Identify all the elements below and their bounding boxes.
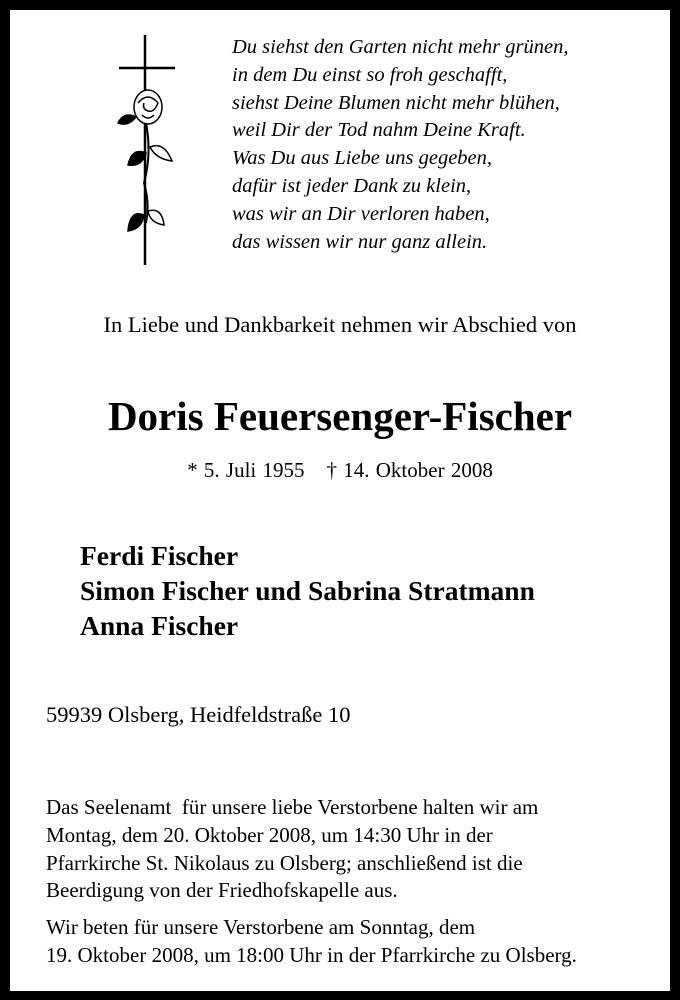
mourner: Ferdi Fischer [80, 540, 239, 571]
poem-line: weil Dir der Tod nahm Deine Kraft. [232, 119, 526, 142]
poem-line: siehst Deine Blumen nicht mehr blühen, [232, 91, 560, 114]
poem-line: in dem Du einst so froh geschafft, [232, 63, 508, 86]
poem-line: Du siehst den Garten nicht mehr grünen, [232, 36, 569, 58]
text-line: Montag, dem 20. Oktober 2008, um 14:30 Uhr in der [46, 822, 493, 847]
death-date: † 14. Oktober 2008 [326, 458, 493, 482]
text-line: Pfarrkirche St. Nikolaus zu Olsberg; anschließend ist die [46, 850, 523, 875]
birth-date: * 5. Juli 1955 [187, 458, 305, 482]
poem-line: dafür ist jeder Dank zu klein, [232, 174, 472, 197]
poem-line: Was Du aus Liebe uns gegeben, [232, 147, 493, 170]
life-dates [10, 458, 670, 483]
poem [232, 34, 569, 256]
mourner: Simon Fischer und Sabrina Stratmann [80, 575, 535, 606]
mourners-list [80, 538, 535, 643]
poem-line: das wissen wir nur ganz allein. [232, 230, 488, 253]
poem-line: was wir an Dir verloren haben, [232, 202, 490, 225]
text-line: Beerdigung von der Friedhofskapelle aus. [46, 878, 398, 903]
mourner: Anna Fischer [80, 610, 239, 641]
farewell-intro: In Liebe und Dankbarkeit nehmen wir Abschied von [103, 312, 577, 337]
prayer-info [46, 914, 577, 970]
address: 59939 Olsberg, Heidfeldstraße 10 [46, 702, 351, 727]
cross-with-rose-icon [110, 35, 190, 265]
deceased-name: Doris Feuersenger-Fischer [107, 393, 573, 439]
funeral-info [46, 794, 538, 905]
text-line: Das Seelenamt für unsere liebe Verstorbene halten wir am [46, 795, 539, 819]
text-line: Wir beten für unsere Verstorbene am Sonntag, dem [46, 915, 476, 939]
text-line: 19. Oktober 2008, um 18:00 Uhr in der Pfarrkirche zu Olsberg. [46, 942, 577, 967]
